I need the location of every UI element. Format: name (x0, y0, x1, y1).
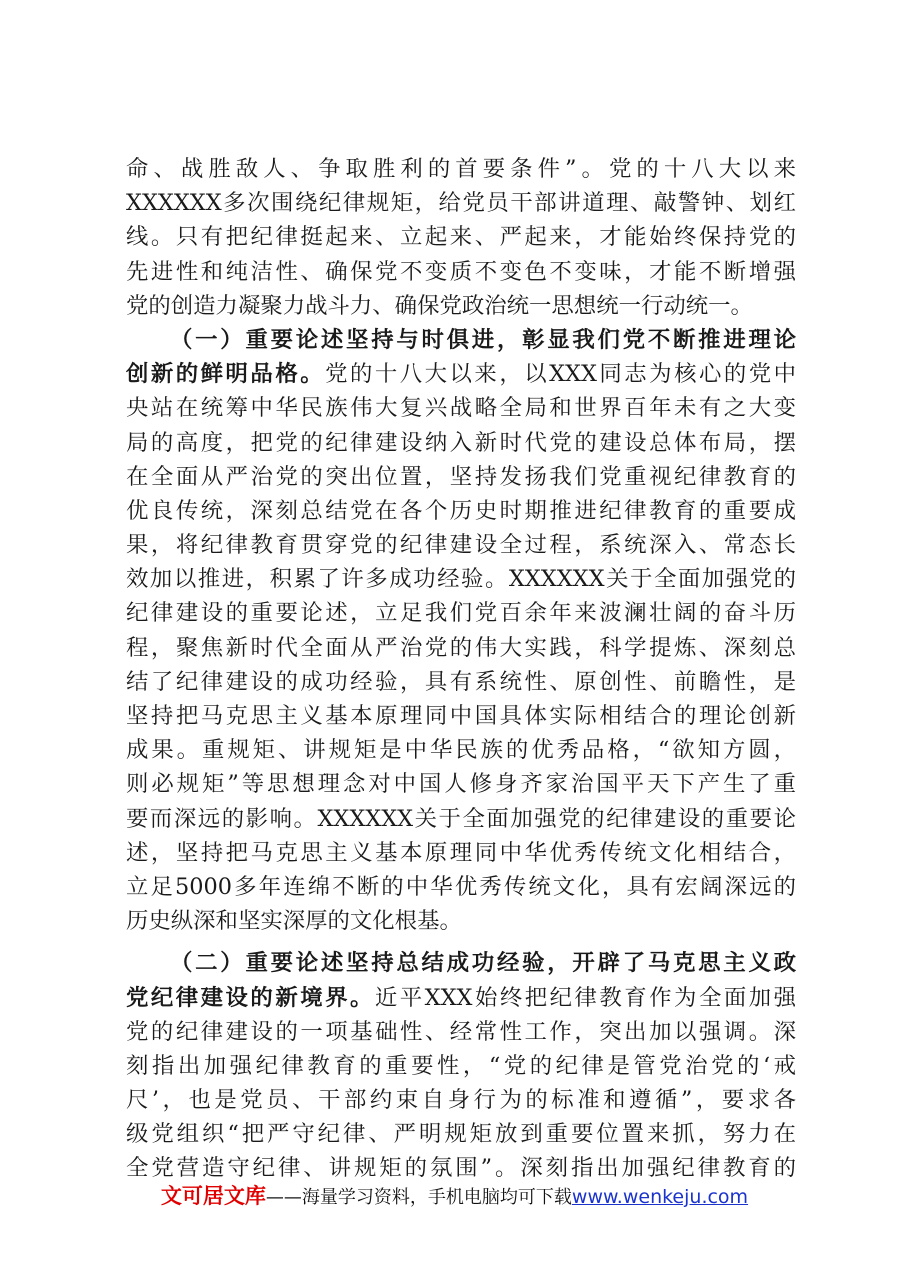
footer-link[interactable]: www.wenkeju.com (571, 1186, 749, 1208)
section-1-heading: （一）重要论述坚持与时俱进，彰显我们党不断推进理论 (170, 326, 796, 353)
section-2-heading-end: 党纪律建设的新境界。 (126, 984, 375, 1011)
text-line: XXXXXX多次围绕纪律规矩，给党员干部讲道理、敲警钟、划红 (126, 190, 796, 217)
section-2-text: 近平XXX始终把纪律教育作为全面加强 (374, 984, 796, 1011)
text-line: 述，坚持把马克思主义基本原理同中华优秀传统文化相结合， (126, 839, 796, 866)
text-line: 成果。重规矩、讲规矩是中华民族的优秀品格，“欲知方圆， (126, 737, 796, 764)
text-line: 先进性和纯洁性、确保党不变质不变色不变味，才能不断增强 (126, 258, 796, 285)
section-2-heading-continued (126, 981, 796, 1015)
text-line: 则必规矩”等思想理念对中国人修身齐家治国平天下产生了重 (126, 771, 796, 798)
text-line: 优良传统，深刻总结党在各个历史时期推进纪律教育的重要成 (126, 497, 796, 524)
text-line: 在全面从严治党的突出位置，坚持发扬我们党重视纪律教育的 (126, 463, 796, 490)
text-line: 结了纪律建设的成功经验，具有系统性、原创性、前瞻性，是 (126, 668, 796, 695)
section-2-heading: （二）重要论述坚持总结成功经验，开辟了马克思主义政 (170, 950, 796, 977)
section-1-heading-continued (126, 357, 796, 391)
text-line: 线。只有把纪律挺起来、立起来、严起来，才能始终保持党的 (126, 224, 796, 251)
text-line: 历史纵深和坚实深厚的文化根基。 (126, 908, 462, 935)
text-line: 果，将纪律教育贯穿党的纪律建设全过程，系统深入、常态长 (126, 532, 796, 559)
text-line: 党的纪律建设的一项基础性、经常性工作，突出加以强调。深 (126, 1018, 796, 1045)
section-1-heading-end: 创新的鲜明品格。 (126, 361, 326, 388)
text-line: 刻指出加强纪律教育的重要性，“党的纪律是管党治党的‘戒 (126, 1052, 796, 1079)
text-line: 命、战胜敌人、争取胜利的首要条件”。党的十八大以来 (126, 156, 796, 182)
text-line: 坚持把马克思主义基本原理同中国具体实际相结合的理论创新 (126, 703, 796, 729)
document-body (126, 152, 796, 1186)
text-line: 党的创造力凝聚力战斗力、确保党政治统一思想统一行动统一。 (126, 292, 753, 319)
text-line: 局的高度，把党的纪律建设纳入新时代党的建设总体布局，摆 (126, 429, 796, 456)
text-line: 效加以推进，积累了许多成功经验。XXXXXX关于全面加强党的 (126, 566, 796, 593)
text-line: 全党营造守纪律、讲规矩的氛围”。深刻指出加强纪律教育的 (126, 1155, 796, 1182)
footer-description: ——海量学习资料，手机电脑均可下载 (265, 1187, 572, 1208)
text-line: 级党组织“把严守纪律、严明规矩放到重要位置来抓，努力在 (126, 1121, 796, 1148)
section-1-text: 党的十八大以来，以XXX同志为核心的党中 (325, 361, 797, 388)
text-line: 要而深远的影响。XXXXXX关于全面加强党的纪律建设的重要论 (126, 805, 796, 832)
footer-banner (0, 1180, 909, 1210)
text-line: 央站在统筹中华民族伟大复兴战略全局和世界百年未有之大变 (126, 395, 796, 422)
text-line: 尺’，也是党员、干部约束自身行为的标准和遵循”，要求各 (126, 1087, 796, 1114)
text-line: 纪律建设的重要论述，立足我们党百余年来波澜壮阔的奋斗历 (126, 600, 796, 627)
footer-brand: 文可居文库 (160, 1184, 266, 1208)
text-line: 程，聚焦新时代全面从严治党的伟大实践，科学提炼、深刻总 (126, 634, 796, 661)
text-line: 立足5000多年连绵不断的中华优秀传统文化，具有宏阔深远的 (126, 873, 796, 900)
